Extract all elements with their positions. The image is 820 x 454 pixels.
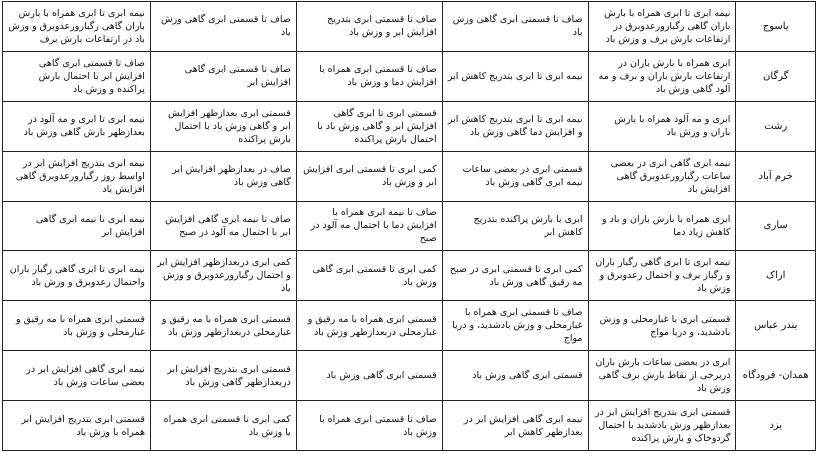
city-name: همدان- فرودگاه [736, 351, 816, 401]
forecast-cell-day-3: قسمتی ابری تا ابری گاهی افزایش ابر و گاهی وزش باد با احتمال بارش پراکنده [296, 101, 442, 151]
forecast-cell-day-5: قسمتی ابری بتدریج افزایش ابر همراه با وزش باد [3, 401, 151, 451]
city-name: رشت [736, 101, 816, 151]
weather-forecast-table [2, 1, 816, 451]
forecast-cell-day-3: قسمتی ابری گاهی وزش باد [296, 351, 442, 401]
forecast-cell-day-5: نیمه ابری بتدریج افزایش ابر در اواسط روز رگبارورعدوبرق گاهی افزایش باد [3, 151, 151, 201]
forecast-cell-day-1: نیمه ابری تا ابری گاهی رگبار باران و رگبار برف و احتمال رعدوبرق و وزش باد [588, 251, 736, 301]
forecast-cell-day-1: نیمه ابری گاهی ابری در بعضی ساعات رگبارورعدوبرق گاهی افزایش باد [588, 151, 736, 201]
forecast-cell-day-1: ابری و مه آلود همراه با بارش باران و وزش باد [588, 101, 736, 151]
forecast-cell-day-2: نیمه ابری گاهی افزایش ابر در بعدازظهر کاهش ابر [442, 401, 588, 451]
forecast-cell-day-3: کمی ابری تا قسمتی ابری افزایش ابر و وزش باد [296, 151, 442, 201]
forecast-table-wrapper [2, 1, 816, 451]
forecast-cell-day-3: صاف تا قسمتی ابری همراه با افزایش دما و وزش باد [296, 51, 442, 101]
forecast-cell-day-2: قسمتی ابری در بعضی ساعات نیمه ابری گاهی وزش باد [442, 151, 588, 201]
city-name: خرم آباد [736, 151, 816, 201]
table-row [3, 401, 816, 451]
forecast-cell-day-3: صاف تا قسمتی ابری همراه با وزش باد [296, 401, 442, 451]
forecast-cell-day-5: نیمه ابری تا نیمه ابری گاهی افزایش ابر [3, 201, 151, 251]
forecast-cell-day-5: صاف تا قسمتی ابری گاهی افزایش ابر با احتمال بارش پراکنده و وزش باد [3, 51, 151, 101]
forecast-cell-day-1: قسمتی ابری بتدریج افزایش ابر در بعدازظهر وزش بادشدید با احتمال گردوخاک و بارش پراکنده [588, 401, 736, 451]
forecast-cell-day-3: کمی ابری تا قسمتی ابری گاهی وزش باد [296, 251, 442, 301]
forecast-cell-day-4: صاف تا قسمتی ابری گاهی وزش باد [150, 2, 296, 52]
city-name: بندر عباس [736, 301, 816, 351]
forecast-cell-day-5: نیمه ابری تا ابری گاهی رگبار باران واحتمال رعدوبرق و وزش باد [3, 251, 151, 301]
forecast-cell-day-1: نیمه ابری تا ابری همراه با بارش باران گاهی رگبارورعدوبرق در ارتفاعات بارش برف و وزش باد [588, 2, 736, 52]
forecast-cell-day-4: قسمتی ابری بتدریج افزایش ابر دربعدازظهر گاهی وزش باد [150, 351, 296, 401]
forecast-cell-day-4: کمی ابری دربعدازظهر افزایش ابر و احتمال رگبارورعدوبرق و وزش باد [150, 251, 296, 301]
forecast-cell-day-3: قسمتی ابری همراه با مه رقیق و غبارمحلی دربعدازظهر وزش باد [296, 301, 442, 351]
forecast-cell-day-1: ابری همراه با بارش باران در ارتفاعات بارش باران و برف و مه آلود گاهی وزش باد [588, 51, 736, 101]
forecast-cell-day-4: صاف تا قسمتی ابری گاهی افزایش ابر [150, 51, 296, 101]
forecast-cell-day-4: صاف تا نیمه ابری گاهی افزایش ابر با احتمال مه آلود در صبح [150, 201, 296, 251]
forecast-cell-day-5: قسمتی ابری همراه با مه رقیق و غبارمحلی و وزش باد [3, 301, 151, 351]
table-row [3, 201, 816, 251]
forecast-cell-day-2: نیمه ابری تا ابری بتدریج کاهش ابر و افزایش دما گاهی وزش باد [442, 101, 588, 151]
forecast-cell-day-2: قسمتی ابری گاهی وزش باد [442, 351, 588, 401]
forecast-cell-day-3: صاف تا نیمه ابری همراه با افزایش دما با احتمال مه آلود در صبح [296, 201, 442, 251]
city-name: ساری [736, 201, 816, 251]
forecast-cell-day-3: صاف تا قسمتی ابری بتدریج افزایش ابر و وزش باد [296, 2, 442, 52]
forecast-cell-day-5: نیمه ابری تا ابری همراه با بارش باران گاهی رگبارورعدوبرق و وزش باد در ارتفاعات بارش برف [3, 2, 151, 52]
forecast-cell-day-2: صاف تا قسمتی ابری گاهی وزش باد [442, 2, 588, 52]
table-row [3, 2, 816, 52]
table-row [3, 301, 816, 351]
table-row [3, 51, 816, 101]
forecast-cell-day-2: ابری با بارش پراکنده بتدریج کاهش ابر [442, 201, 588, 251]
forecast-cell-day-4: قسمتی ابری همراه با مه رقیق و غبارمحلی دربعدازظهر وزش باد [150, 301, 296, 351]
city-name: گرگان [736, 51, 816, 101]
forecast-cell-day-1: قسمتی ابری با غبارمحلی و وزش بادشدید، و دریا مواج [588, 301, 736, 351]
forecast-cell-day-1: ابری در بعضی ساعات بارش باران دربرخی از نقاط بارش برف گاهی وزش باد [588, 351, 736, 401]
table-row [3, 251, 816, 301]
table-row [3, 151, 816, 201]
forecast-cell-day-5: نیمه ابری گاهی افزایش ابر در بعضی ساعات وزش باد [3, 351, 151, 401]
forecast-table-body [3, 2, 816, 451]
forecast-cell-day-2: کمی ابری تا قسمتی ابری در صبح مه رقیق گاهی وزش باد [442, 251, 588, 301]
city-name: اراک [736, 251, 816, 301]
table-row [3, 351, 816, 401]
forecast-cell-day-4: کمی ابری تا قسمتی ابری همراه با وزش باد [150, 401, 296, 451]
forecast-cell-day-4: قسمتی ابری بعدازظهر افزایش ابر و گاهی وزش باد با احتمال بارش پراکنده [150, 101, 296, 151]
forecast-cell-day-2: صاف تا قسمتی ابری همراه با غبارمحلی و وزش بادشدید، و دریا مواج [442, 301, 588, 351]
forecast-cell-day-5: نیمه ابری تا ابری و مه آلود در بعدازظهر بارش گاهی وزش باد [3, 101, 151, 151]
table-row [3, 101, 816, 151]
forecast-cell-day-1: ابری همراه با بارش باران و باد و کاهش زیاد دما [588, 201, 736, 251]
forecast-cell-day-2: نیمه ابری تا ابری بتدریج کاهش ابر [442, 51, 588, 101]
city-name: یزد [736, 401, 816, 451]
forecast-cell-day-4: صاف در بعدازظهر افزایش ابر گاهی وزش باد [150, 151, 296, 201]
city-name: یاسوج [736, 2, 816, 52]
